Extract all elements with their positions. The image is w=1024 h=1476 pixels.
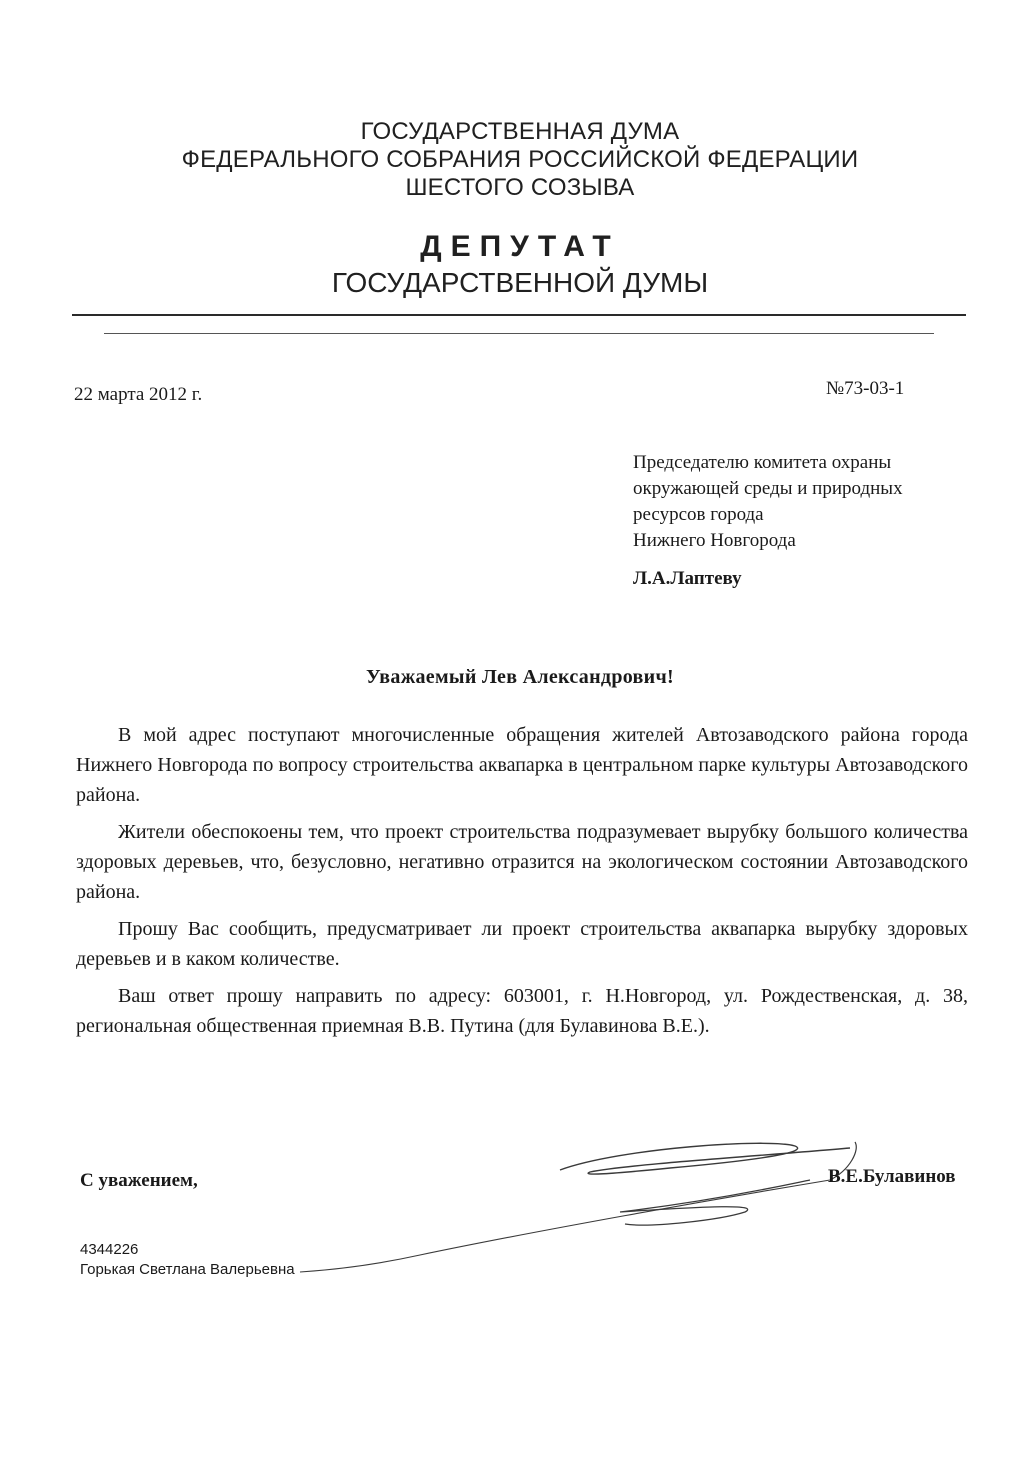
letterhead: [0, 118, 1024, 300]
signer-name: В.Е.Булавинов: [828, 1166, 956, 1187]
letterhead-deputy: ДЕПУТАТ: [420, 230, 620, 263]
handwritten-signature: [290, 1120, 890, 1290]
executor-phone: 4344226: [80, 1241, 139, 1258]
letterhead-line-1: ГОСУДАРСТВЕННАЯ ДУМА: [360, 118, 680, 145]
closing-phrase: С уважением,: [80, 1170, 198, 1191]
body-paragraph: Ваш ответ прошу направить по адресу: 603001, г. Н.Новгород, ул. Рождественская, д. 38, региональная общественная приемная В.В. Путина (для Булавинова В.Е.).: [76, 985, 968, 1037]
letter-number: №73-03-1: [826, 378, 905, 399]
body-paragraph: В мой адрес поступают многочисленные обращения жителей Автозаводского района города Нижнего Новгорода по вопросу строительства аквапарка в центральном парке культуры Автозаводского района.: [76, 724, 968, 806]
letter-date: 22 марта 2012 г.: [74, 384, 203, 405]
salutation: Уважаемый Лев Александрович!: [365, 666, 675, 688]
executor-footer: [80, 1240, 295, 1280]
letter-body: [76, 720, 968, 1048]
letterhead-rule-thin: [104, 333, 934, 334]
recipient-name: Л.А.Лаптеву: [633, 568, 742, 589]
executor-name: Горькая Светлана Валерьевна: [80, 1261, 295, 1278]
recipient-line: Нижнего Новгорода: [633, 530, 796, 551]
recipient-line: ресурсов города: [633, 504, 764, 525]
body-paragraph: Жители обеспокоены тем, что проект строительства подразумевает вырубку большого количества здоровых деревьев, что, безусловно, негативно отразится на экологическом состоянии Автозаводского района.: [76, 821, 968, 903]
letterhead-rule-thick: [72, 314, 966, 316]
body-paragraph: Прошу Вас сообщить, предусматривает ли проект строительства аквапарка вырубку здоровых деревьев и в каком количестве.: [76, 918, 968, 970]
letterhead-line-3: ШЕСТОГО СОЗЫВА: [405, 174, 635, 201]
recipient-block: [633, 450, 963, 554]
recipient-line: Председателю комитета охраны: [633, 452, 892, 473]
letterhead-duma: ГОСУДАРСТВЕННОЙ ДУМЫ: [331, 267, 709, 298]
letterhead-line-2: ФЕДЕРАЛЬНОГО СОБРАНИЯ РОССИЙСКОЙ ФЕДЕРАЦИИ: [181, 146, 859, 173]
recipient-line: окружающей среды и природных: [633, 478, 903, 499]
